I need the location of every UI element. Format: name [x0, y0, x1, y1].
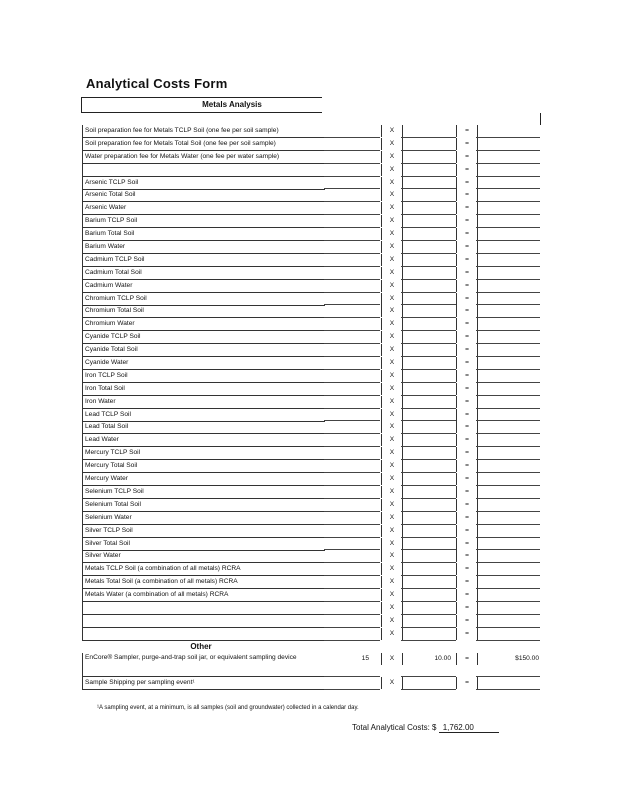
multiply-sign: X	[381, 550, 403, 562]
table-row	[81, 473, 541, 486]
multiply-sign: X	[381, 280, 403, 292]
multiply-sign: X	[381, 434, 403, 446]
multiply-sign: X	[381, 628, 403, 640]
multiply-sign: X	[381, 473, 403, 485]
equals-sign: =	[456, 241, 478, 253]
row-label: Silver Water	[82, 550, 325, 563]
equals-sign: =	[456, 370, 478, 382]
row-label: Mercury Total Soil	[82, 460, 325, 473]
equals-sign: =	[456, 215, 478, 227]
equals-sign: =	[456, 267, 478, 279]
row-label: Silver TCLP Soil	[82, 525, 325, 538]
table-row	[81, 280, 541, 293]
table-row	[81, 189, 541, 202]
section-header: Metals Analysis	[81, 97, 322, 113]
multiply-sign: X	[381, 653, 403, 665]
table-row	[81, 125, 541, 138]
table-row	[81, 267, 541, 280]
multiply-sign: X	[381, 318, 403, 330]
equals-sign: =	[456, 383, 478, 395]
equals-sign: =	[456, 677, 478, 689]
multiply-sign: X	[381, 177, 403, 189]
equals-sign: =	[456, 331, 478, 343]
entry-underline	[476, 640, 540, 641]
table-row	[81, 653, 541, 677]
table-row	[81, 499, 541, 512]
entry-underline	[401, 689, 456, 690]
equals-sign: =	[456, 202, 478, 214]
row-label: Chromium Total Soil	[82, 305, 325, 318]
table-row	[81, 538, 541, 551]
row-total-field[interactable]: $150.00	[515, 654, 539, 662]
row-label: Cyanide TCLP Soil	[82, 331, 325, 344]
table-row	[81, 254, 541, 267]
table-row	[81, 447, 541, 460]
equals-sign: =	[456, 576, 478, 588]
grand-total-value[interactable]: 1,762.00	[439, 723, 499, 733]
multiply-sign: X	[381, 267, 403, 279]
multiply-sign: X	[381, 615, 403, 627]
row-label: Cadmium Water	[82, 280, 325, 293]
multiply-sign: X	[381, 125, 403, 137]
equals-sign: =	[456, 164, 478, 176]
table-row	[81, 409, 541, 422]
multiply-sign: X	[381, 254, 403, 266]
equals-sign: =	[456, 512, 478, 524]
row-label: Arsenic Water	[82, 202, 325, 215]
entry-underline	[324, 689, 380, 690]
equals-sign: =	[456, 563, 478, 575]
row-label: Barium Total Soil	[82, 228, 325, 241]
row-label: Barium Water	[82, 241, 325, 254]
multiply-sign: X	[381, 589, 403, 601]
table-row	[81, 383, 541, 396]
table-row	[81, 589, 541, 602]
row-label: Selenium Total Soil	[82, 499, 325, 512]
multiply-sign: X	[381, 525, 403, 537]
row-label: Arsenic Total Soil	[82, 189, 325, 202]
equals-sign: =	[456, 499, 478, 511]
equals-sign: =	[456, 138, 478, 150]
row-label: Lead TCLP Soil	[82, 409, 325, 422]
multiply-sign: X	[381, 241, 403, 253]
multiply-sign: X	[381, 215, 403, 227]
multiply-sign: X	[381, 383, 403, 395]
table-row	[81, 421, 541, 434]
row-label: Cadmium Total Soil	[82, 267, 325, 280]
table-row	[81, 602, 541, 615]
row-label: Iron Total Soil	[82, 383, 325, 396]
table-row	[81, 576, 541, 589]
row-label: Mercury Water	[82, 473, 325, 486]
table-row	[81, 512, 541, 525]
equals-sign: =	[456, 589, 478, 601]
equals-sign: =	[456, 486, 478, 498]
equals-sign: =	[456, 550, 478, 562]
multiply-sign: X	[381, 677, 403, 689]
row-label: Metals TCLP Soil (a combination of all metals) RCRA	[82, 563, 325, 576]
row-label	[82, 164, 325, 177]
table-row	[81, 370, 541, 383]
unit-price-field[interactable]: 10.00	[434, 654, 451, 662]
multiply-sign: X	[381, 228, 403, 240]
grand-total-label: Total Analytical Costs:	[352, 723, 430, 732]
row-label: Soil preparation fee for Metals TCLP Soil (one fee per soil sample)	[82, 125, 325, 138]
multiply-sign: X	[381, 447, 403, 459]
row-label: Water preparation fee for Metals Water (one fee per water sample)	[82, 151, 325, 164]
table-row	[81, 215, 541, 228]
multiply-sign: X	[381, 421, 403, 433]
entry-underline	[401, 640, 456, 641]
table-row	[81, 434, 541, 447]
other-header: Other	[190, 641, 212, 651]
table-row	[81, 563, 541, 576]
table-row	[81, 550, 541, 563]
row-label: Sample Shipping per sampling event¹	[82, 677, 325, 690]
metals-rows	[81, 125, 541, 641]
row-label: Silver Total Soil	[82, 538, 325, 551]
row-label: Iron TCLP Soil	[82, 370, 325, 383]
table-row	[81, 677, 541, 690]
multiply-sign: X	[381, 460, 403, 472]
equals-sign: =	[456, 615, 478, 627]
row-label: Mercury TCLP Soil	[82, 447, 325, 460]
table-row	[81, 344, 541, 357]
equals-sign: =	[456, 125, 478, 137]
multiply-sign: X	[381, 396, 403, 408]
row-label: Selenium TCLP Soil	[82, 486, 325, 499]
multiply-sign: X	[381, 305, 403, 317]
table-row	[81, 486, 541, 499]
multiply-sign: X	[381, 409, 403, 421]
multiply-sign: X	[381, 331, 403, 343]
table-row	[81, 331, 541, 344]
row-label: Arsenic TCLP Soil	[82, 177, 325, 190]
multiply-sign: X	[381, 512, 403, 524]
equals-sign: =	[456, 538, 478, 550]
table-row	[81, 305, 541, 318]
multiply-sign: X	[381, 499, 403, 511]
analytical-costs-form	[81, 97, 541, 690]
multiply-sign: X	[381, 293, 403, 305]
multiply-sign: X	[381, 563, 403, 575]
table-row	[81, 318, 541, 331]
row-label: Selenium Water	[82, 512, 325, 525]
equals-sign: =	[456, 357, 478, 369]
equals-sign: =	[456, 473, 478, 485]
row-label: Lead Water	[82, 434, 325, 447]
table-row	[81, 615, 541, 628]
row-label: Metals Total Soil (a combination of all metals) RCRA	[82, 576, 325, 589]
row-label: Cyanide Water	[82, 357, 325, 370]
equals-sign: =	[456, 447, 478, 459]
row-label	[82, 615, 325, 628]
equals-sign: =	[456, 305, 478, 317]
grand-total-currency: $	[432, 723, 437, 732]
equals-sign: =	[456, 344, 478, 356]
row-label: Iron Water	[82, 396, 325, 409]
table-row	[81, 525, 541, 538]
row-label	[82, 602, 325, 615]
grand-total	[352, 723, 499, 733]
equals-sign: =	[456, 409, 478, 421]
table-row	[81, 628, 541, 641]
equals-sign: =	[456, 653, 478, 665]
multiply-sign: X	[381, 344, 403, 356]
row-label: Metals Water (a combination of all metals) RCRA	[82, 589, 325, 602]
row-label: Lead Total Soil	[82, 421, 325, 434]
entry-underline	[476, 689, 540, 690]
table-row	[81, 177, 541, 190]
equals-sign: =	[456, 189, 478, 201]
multiply-sign: X	[381, 576, 403, 588]
equals-sign: =	[456, 177, 478, 189]
form-title: Analytical Costs Form	[86, 76, 228, 91]
multiply-sign: X	[381, 370, 403, 382]
equals-sign: =	[456, 254, 478, 266]
row-label: Cyanide Total Soil	[82, 344, 325, 357]
multiply-sign: X	[381, 138, 403, 150]
entry-underline	[324, 640, 380, 641]
table-row	[81, 138, 541, 151]
quantity-field[interactable]: 15	[361, 654, 369, 662]
multiply-sign: X	[381, 202, 403, 214]
equals-sign: =	[456, 280, 478, 292]
table-row	[81, 460, 541, 473]
equals-sign: =	[456, 396, 478, 408]
footnote: ¹A sampling event, at a minimum, is all samples (soil and groundwater) collected in a calendar day.	[97, 705, 359, 711]
equals-sign: =	[456, 460, 478, 472]
equals-sign: =	[456, 228, 478, 240]
row-label: Chromium TCLP Soil	[82, 293, 325, 306]
equals-sign: =	[456, 421, 478, 433]
multiply-sign: X	[381, 164, 403, 176]
multiply-sign: X	[381, 357, 403, 369]
row-label: EnCore® Sampler, purge-and-trap soil jar, or equivalent sampling device	[82, 653, 325, 677]
equals-sign: =	[456, 151, 478, 163]
table-row	[81, 151, 541, 164]
row-label	[82, 628, 325, 641]
equals-sign: =	[456, 525, 478, 537]
table-row	[81, 164, 541, 177]
equals-sign: =	[456, 293, 478, 305]
multiply-sign: X	[381, 602, 403, 614]
header-gap	[81, 113, 541, 125]
table-row	[81, 241, 541, 254]
row-label: Chromium Water	[82, 318, 325, 331]
row-label: Cadmium TCLP Soil	[82, 254, 325, 267]
row-label: Barium TCLP Soil	[82, 215, 325, 228]
multiply-sign: X	[381, 538, 403, 550]
multiply-sign: X	[381, 189, 403, 201]
equals-sign: =	[456, 602, 478, 614]
table-row	[81, 357, 541, 370]
table-row	[81, 202, 541, 215]
table-row	[81, 396, 541, 409]
row-label: Soil preparation fee for Metals Total Soil (one fee per soil sample)	[82, 138, 325, 151]
other-rows	[81, 653, 541, 690]
table-row	[81, 293, 541, 306]
equals-sign: =	[456, 318, 478, 330]
equals-sign: =	[456, 434, 478, 446]
equals-sign: =	[456, 628, 478, 640]
multiply-sign: X	[381, 486, 403, 498]
multiply-sign: X	[381, 151, 403, 163]
table-row	[81, 228, 541, 241]
